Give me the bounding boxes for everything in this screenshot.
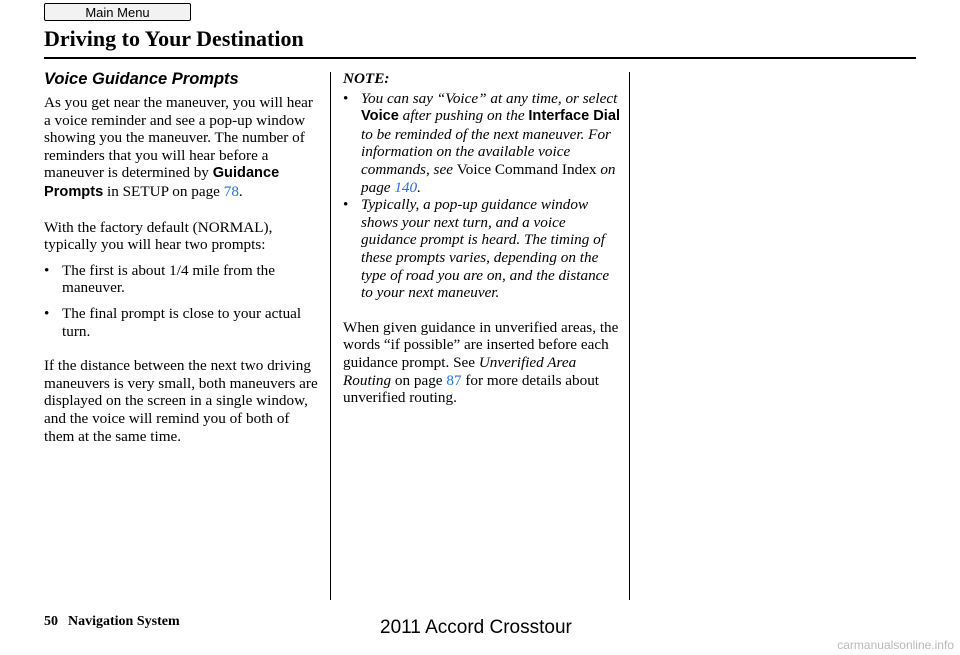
note1-text-b: after pushing on the: [398, 107, 529, 125]
footer-model: 2011 Accord Crosstour: [380, 617, 572, 638]
note-item: [343, 90, 621, 197]
unverified-text-a: When given guidance in unverified areas, the words “if possible” are inserted before each guidance prompt. See: [343, 318, 619, 371]
intro-text-a: As you get near the maneuver, you will hear a voice reminder and see a pop-up window showing you the maneuver. The number of reminders that you will hear before a maneuver is determined by: [44, 94, 313, 182]
intro-paragraph: [44, 94, 319, 202]
voice-term: Voice: [361, 108, 399, 125]
interface-dial-term: Interface Dial: [528, 108, 621, 125]
left-column: [44, 70, 319, 445]
title-divider: [44, 57, 916, 59]
column-divider-left: [330, 72, 331, 600]
note1-text-d: on page: [361, 160, 616, 196]
distance-paragraph: If the distance between the next two driving maneuvers is very small, both maneuvers are displayed on the screen in a single window, and the voice will remind you of both of them at the same time.: [44, 357, 318, 445]
page-87-link[interactable]: 87: [446, 371, 462, 389]
watermark: carmanualsonline.info: [837, 638, 954, 652]
unverified-routing-ref: Unverified Area Routing: [343, 353, 577, 389]
page-number: 50: [44, 614, 58, 629]
right-column: [343, 70, 621, 407]
unverified-text-c: for more details about unverified routing.: [343, 371, 600, 407]
note-item: • Typically, a pop-up guidance window shows your next turn, and a voice guidance prompt is heard. The timing of these prompts varies, depending on the type of road you are on, and the distance to your next maneuver.: [343, 196, 621, 302]
note1-text-e: .: [417, 178, 421, 196]
page-140-link[interactable]: 140: [394, 178, 418, 196]
note1-text-a: You can say “Voice” at any time, or select: [361, 89, 618, 107]
note1-text-c: to be reminded of the next maneuver. For information on the available voice commands, see: [361, 125, 611, 178]
guidance-prompts-term: Guidance Prompts: [44, 165, 280, 200]
list-item: • The first is about 1/4 mile from the maneuver.: [44, 262, 319, 297]
footer-section: Navigation System: [68, 614, 180, 629]
main-menu-button[interactable]: Main Menu: [44, 3, 191, 21]
unverified-text-b: on page: [391, 371, 447, 389]
footer-page-info: [44, 614, 180, 630]
unverified-paragraph: [343, 319, 621, 407]
voice-command-index-ref: Voice Command Index: [456, 160, 597, 178]
section-heading: Voice Guidance Prompts: [44, 70, 239, 88]
page-78-link[interactable]: 78: [223, 182, 239, 200]
default-paragraph: With the factory default (NORMAL), typically you will hear two prompts:: [44, 218, 273, 254]
list-item: • The final prompt is close to your actual turn.: [44, 305, 319, 340]
page-title: Driving to Your Destination: [44, 26, 304, 51]
note-label: NOTE:: [343, 70, 390, 87]
intro-text-c: .: [238, 182, 243, 200]
column-divider-right: [629, 72, 630, 600]
intro-text-b: in SETUP on page: [103, 182, 224, 200]
